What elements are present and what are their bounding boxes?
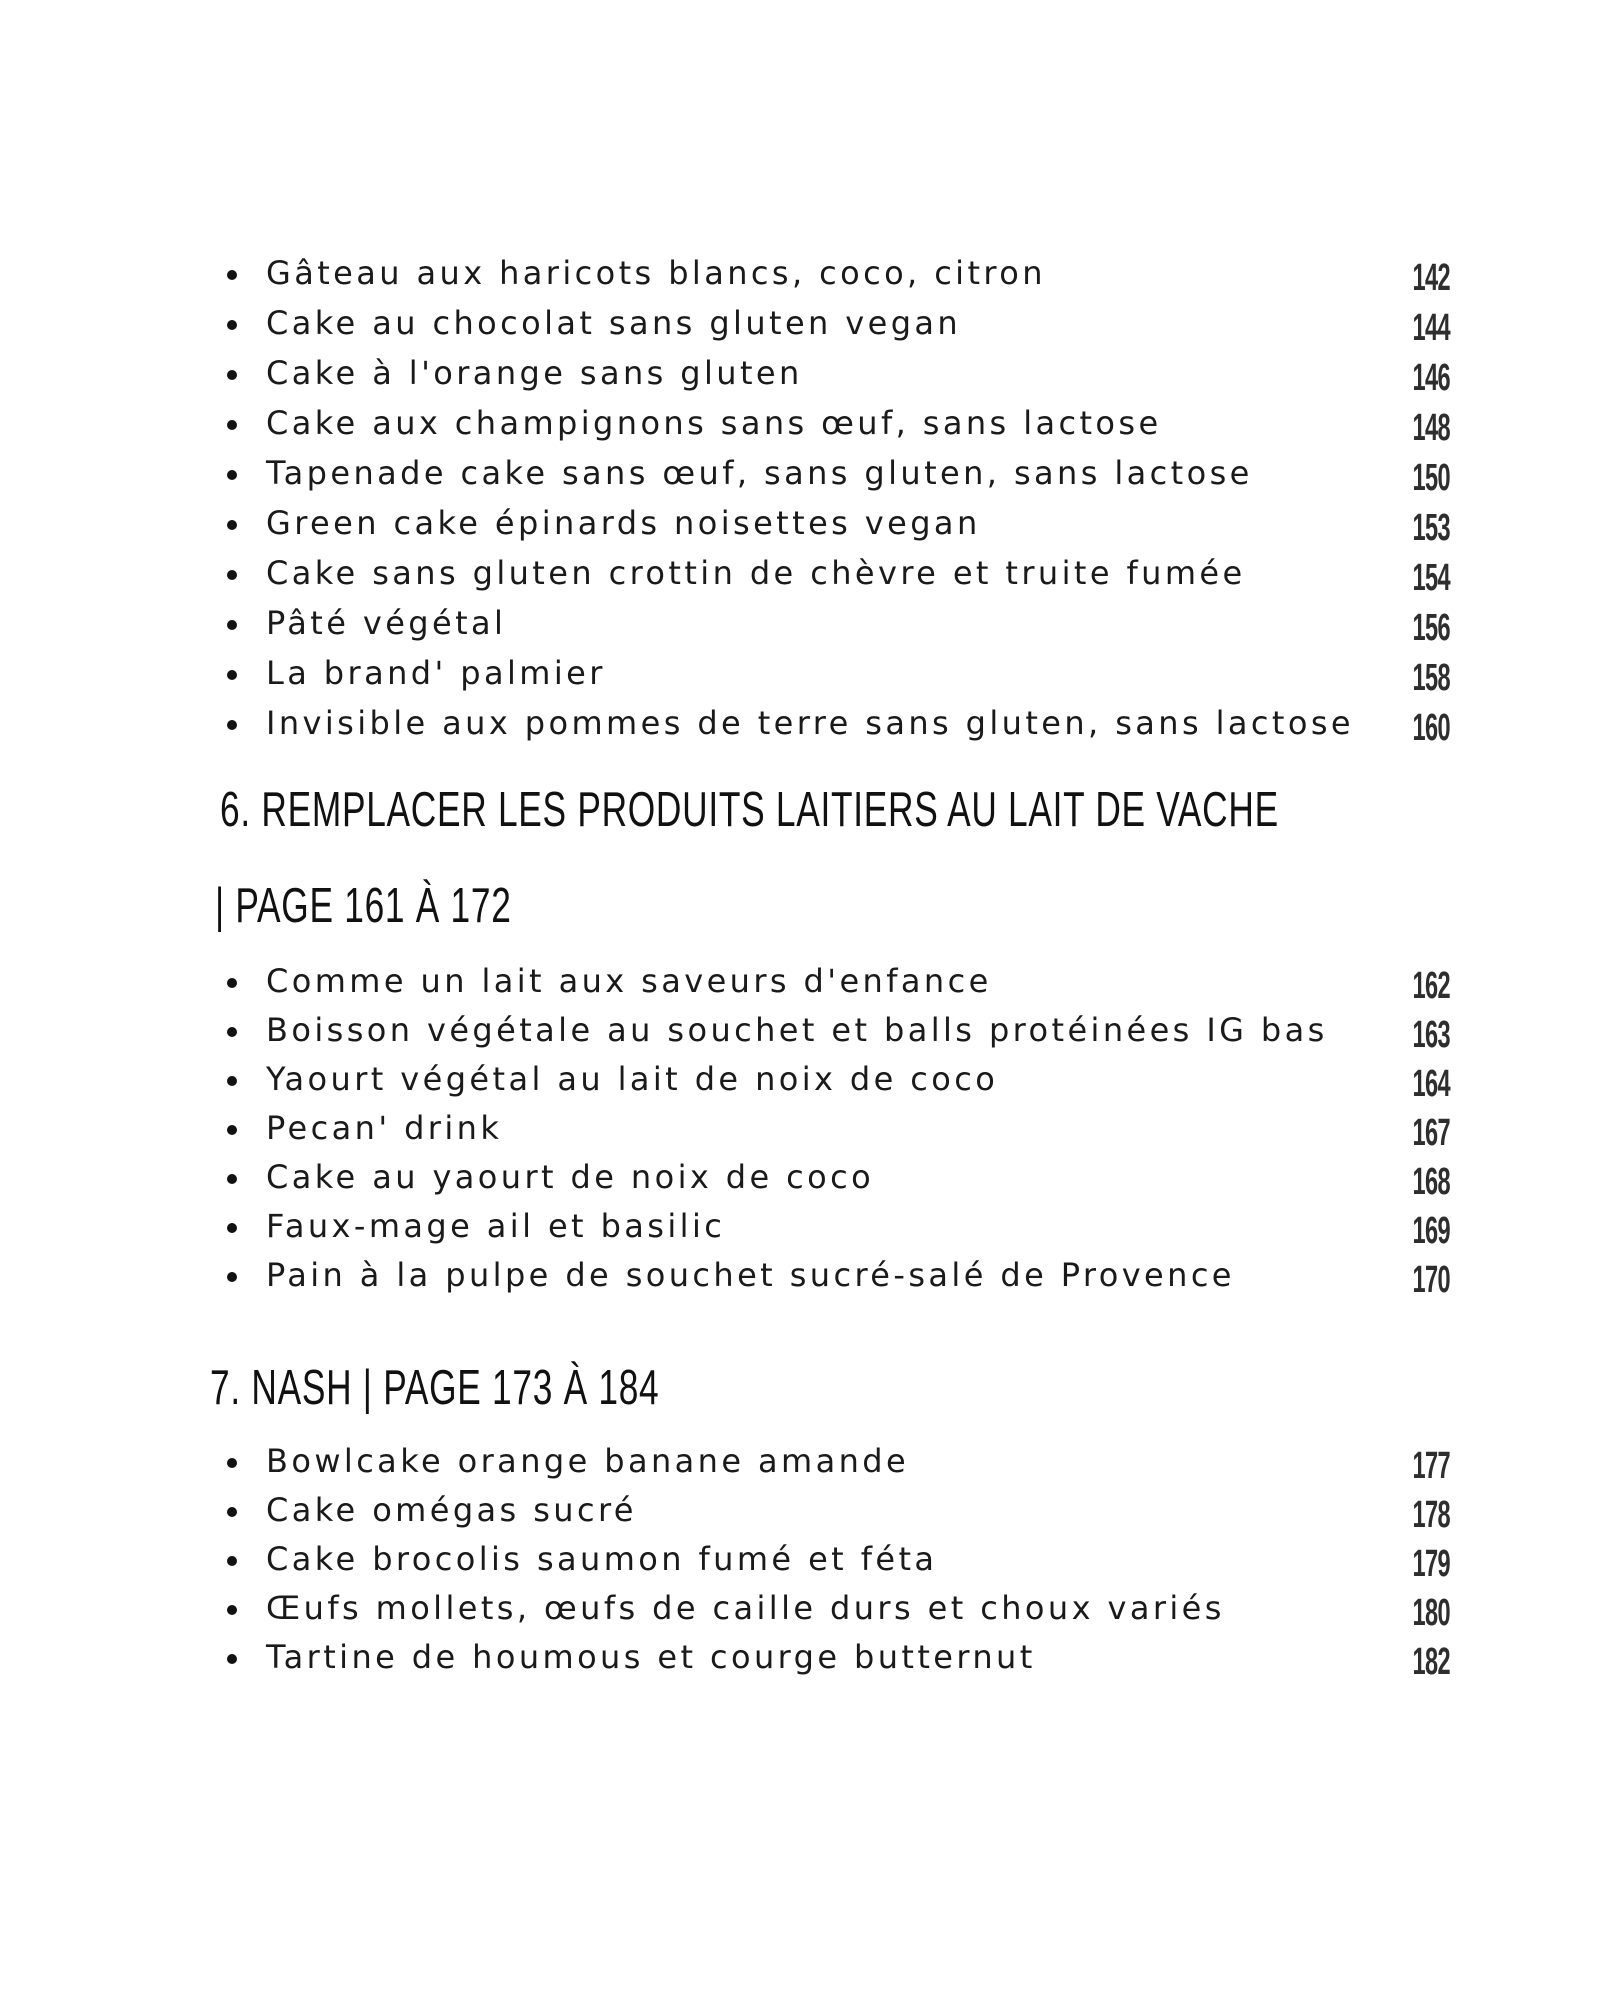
toc-item-page-number: 180 bbox=[1412, 1592, 1450, 1634]
toc-item-label: Cake omégas sucré bbox=[266, 1491, 637, 1529]
toc-item-label: Pâté végétal bbox=[266, 604, 507, 642]
bullet-icon bbox=[227, 1654, 237, 1664]
bullet-icon bbox=[227, 1223, 237, 1233]
bullet-icon bbox=[227, 470, 237, 480]
bullet-icon bbox=[227, 420, 237, 430]
bullet-icon bbox=[227, 1507, 237, 1517]
toc-item bbox=[220, 1636, 1450, 1685]
bullet-icon bbox=[227, 1605, 237, 1615]
toc-item bbox=[220, 1058, 1450, 1107]
toc-item bbox=[220, 302, 1450, 352]
toc-item-page-number: 169 bbox=[1412, 1210, 1450, 1252]
toc-item-label: Faux-mage ail et basilic bbox=[266, 1207, 726, 1245]
toc-item-label: Green cake épinards noisettes vegan bbox=[266, 504, 981, 542]
toc-item-page-number: 178 bbox=[1412, 1494, 1450, 1536]
toc-item bbox=[220, 502, 1450, 552]
toc-item-page-number: 167 bbox=[1412, 1112, 1450, 1154]
toc-item bbox=[220, 1254, 1450, 1303]
toc-list-section-6 bbox=[220, 960, 1450, 1303]
bullet-icon bbox=[227, 620, 237, 630]
toc-item-page-number: 158 bbox=[1412, 657, 1450, 699]
toc-item-label: Cake aux champignons sans œuf, sans lactose bbox=[266, 404, 1162, 442]
section-7-heading: 7. NASH | PAGE 173 À 184 bbox=[210, 1361, 660, 1415]
toc-item-label: Œufs mollets, œufs de caille durs et choux variés bbox=[266, 1589, 1225, 1627]
toc-item bbox=[220, 1440, 1450, 1489]
bullet-icon bbox=[227, 520, 237, 530]
toc-item bbox=[220, 352, 1450, 402]
toc-item-page-number: 170 bbox=[1412, 1259, 1450, 1301]
toc-item-page-number: 160 bbox=[1412, 707, 1450, 749]
toc-item-label: Bowlcake orange banane amande bbox=[266, 1442, 910, 1480]
toc-item-label: Cake au chocolat sans gluten vegan bbox=[266, 304, 962, 342]
toc-item bbox=[220, 1156, 1450, 1205]
toc-item bbox=[220, 402, 1450, 452]
toc-item bbox=[220, 1538, 1450, 1587]
toc-item-page-number: 146 bbox=[1412, 357, 1450, 399]
toc-item-page-number: 163 bbox=[1412, 1014, 1450, 1056]
toc-item-page-number: 144 bbox=[1412, 307, 1450, 349]
bullet-icon bbox=[227, 320, 237, 330]
toc-item-page-number: 179 bbox=[1412, 1543, 1450, 1585]
toc-item bbox=[220, 702, 1450, 752]
toc-item-page-number: 148 bbox=[1412, 407, 1450, 449]
toc-item bbox=[220, 1009, 1450, 1058]
toc-item-page-number: 154 bbox=[1412, 557, 1450, 599]
toc-item-page-number: 162 bbox=[1412, 965, 1450, 1007]
toc-item-page-number: 164 bbox=[1412, 1063, 1450, 1105]
bullet-icon bbox=[227, 1174, 237, 1184]
toc-item-page-number: 182 bbox=[1412, 1641, 1450, 1683]
toc-list-section-5 bbox=[220, 252, 1450, 752]
toc-item-page-number: 153 bbox=[1412, 507, 1450, 549]
toc-item bbox=[220, 452, 1450, 502]
bullet-icon bbox=[227, 270, 237, 280]
toc-item-page-number: 168 bbox=[1412, 1161, 1450, 1203]
toc-item-label: Comme un lait aux saveurs d'enfance bbox=[266, 962, 992, 1000]
bullet-icon bbox=[227, 1556, 237, 1566]
bullet-icon bbox=[227, 670, 237, 680]
bullet-icon bbox=[227, 370, 237, 380]
toc-item-label: Cake sans gluten crottin de chèvre et truite fumée bbox=[266, 554, 1246, 592]
toc-item bbox=[220, 252, 1450, 302]
toc-item bbox=[220, 1489, 1450, 1538]
toc-item-label: Yaourt végétal au lait de noix de coco bbox=[266, 1060, 999, 1098]
toc-item bbox=[220, 1205, 1450, 1254]
toc-item-label: Boisson végétale au souchet et balls protéinées IG bas bbox=[266, 1011, 1328, 1049]
toc-item bbox=[220, 552, 1450, 602]
bullet-icon bbox=[227, 1076, 237, 1086]
bullet-icon bbox=[227, 1458, 237, 1468]
toc-list-section-7 bbox=[220, 1440, 1450, 1685]
toc-item bbox=[220, 652, 1450, 702]
toc-item-label: Gâteau aux haricots blancs, coco, citron bbox=[266, 254, 1046, 292]
toc-item-label: Cake au yaourt de noix de coco bbox=[266, 1158, 875, 1196]
toc-item bbox=[220, 1107, 1450, 1156]
bullet-icon bbox=[227, 1272, 237, 1282]
toc-item-label: Tapenade cake sans œuf, sans gluten, sans lactose bbox=[266, 454, 1253, 492]
bullet-icon bbox=[227, 978, 237, 988]
toc-item-page-number: 177 bbox=[1412, 1445, 1450, 1487]
toc-item-label: Cake brocolis saumon fumé et féta bbox=[266, 1540, 938, 1578]
toc-item-label: La brand' palmier bbox=[266, 654, 606, 692]
toc-item bbox=[220, 1587, 1450, 1636]
toc-item-label: Cake à l'orange sans gluten bbox=[266, 354, 803, 392]
bullet-icon bbox=[227, 1027, 237, 1037]
toc-item-page-number: 156 bbox=[1412, 607, 1450, 649]
section-6-page-range: | PAGE 161 À 172 bbox=[215, 879, 512, 933]
toc-item-page-number: 142 bbox=[1412, 257, 1450, 299]
toc-item-label: Invisible aux pommes de terre sans gluten, sans lactose bbox=[266, 704, 1354, 742]
bullet-icon bbox=[227, 720, 237, 730]
bullet-icon bbox=[227, 570, 237, 580]
toc-item-page-number: 150 bbox=[1412, 457, 1450, 499]
toc-item-label: Pecan' drink bbox=[266, 1109, 503, 1147]
toc-item bbox=[220, 960, 1450, 1009]
toc-item bbox=[220, 602, 1450, 652]
bullet-icon bbox=[227, 1125, 237, 1135]
section-6-heading: 6. REMPLACER LES PRODUITS LAITIERS AU LAIT DE VACHE bbox=[220, 783, 1279, 837]
toc-item-label: Tartine de houmous et courge butternut bbox=[266, 1638, 1036, 1676]
toc-item-label: Pain à la pulpe de souchet sucré-salé de Provence bbox=[266, 1256, 1235, 1294]
